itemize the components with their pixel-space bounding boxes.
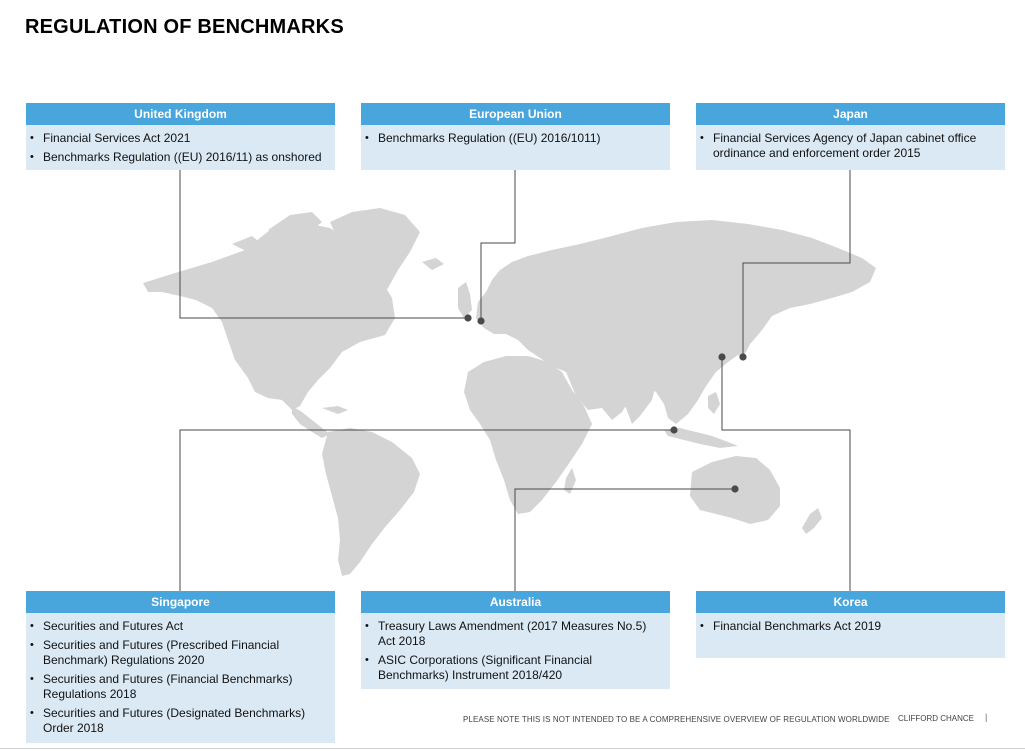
list-item: • Securities and Futures (Prescribed Financial Benchmark) Regulations 2020 [43, 638, 325, 668]
india-shape [620, 374, 656, 424]
singapore-marker [670, 426, 677, 433]
korea-panel-header: Korea [696, 591, 1005, 613]
list-item: • Financial Services Agency of Japan cabinet office ordinance and enforcement order 2015 [713, 131, 995, 161]
list-item: • Financial Benchmarks Act 2019 [713, 619, 995, 634]
japan-panel [696, 103, 1005, 170]
list-item: • Benchmarks Regulation ((EU) 2016/11) as onshored [43, 150, 325, 165]
philippines-shape [708, 392, 720, 414]
central-america-shape [292, 406, 330, 438]
uk-marker [464, 314, 471, 321]
australia-panel-header: Australia [361, 591, 670, 613]
singapore-panel-header: Singapore [26, 591, 335, 613]
footer-separator: | [985, 712, 988, 722]
australia-list [361, 613, 670, 693]
japan-marker [739, 353, 746, 360]
caribbean-shape [322, 406, 348, 414]
singapore-list [26, 613, 335, 746]
uk-panel [26, 103, 335, 170]
list-item: • Securities and Futures Act [43, 619, 325, 634]
bottom-divider [0, 748, 1025, 749]
new-zealand-shape [802, 508, 822, 534]
eu-panel [361, 103, 670, 170]
page-title: REGULATION OF BENCHMARKS [25, 16, 344, 38]
uk-panel-header: United Kingdom [26, 103, 335, 125]
korea-marker [718, 353, 725, 360]
singapore-connector [180, 430, 674, 591]
korea-panel [696, 591, 1005, 658]
list-item: • Treasury Laws Amendment (2017 Measures No.5) Act 2018 [378, 619, 660, 649]
japan-list [696, 125, 1005, 171]
singapore-panel [26, 591, 335, 743]
korea-list [696, 613, 1005, 644]
eu-panel-header: European Union [361, 103, 670, 125]
uk-shape [458, 282, 472, 318]
japan-panel-header: Japan [696, 103, 1005, 125]
list-item: • Securities and Futures (Designated Benchmarks) Order 2018 [43, 706, 325, 736]
uk-list [26, 125, 335, 175]
madagascar-shape [564, 468, 576, 494]
list-item: • Financial Services Act 2021 [43, 131, 325, 146]
iceland-shape [422, 258, 444, 270]
disclaimer-note: PLEASE NOTE THIS IS NOT INTENDED TO BE A COMPREHENSIVE OVERVIEW OF REGULATION WORLDWIDE [463, 715, 890, 724]
australia-marker [731, 485, 738, 492]
eu-list [361, 125, 670, 156]
eu-marker [477, 317, 484, 324]
brand-name: CLIFFORD CHANCE [898, 714, 975, 723]
south-america-shape [322, 428, 420, 576]
list-item: • ASIC Corporations (Significant Financial Benchmarks) Instrument 2018/420 [378, 653, 660, 683]
list-item: • Securities and Futures (Financial Benchmarks) Regulations 2018 [43, 672, 325, 702]
australia-panel [361, 591, 670, 689]
list-item: • Benchmarks Regulation ((EU) 2016/1011) [378, 131, 660, 146]
